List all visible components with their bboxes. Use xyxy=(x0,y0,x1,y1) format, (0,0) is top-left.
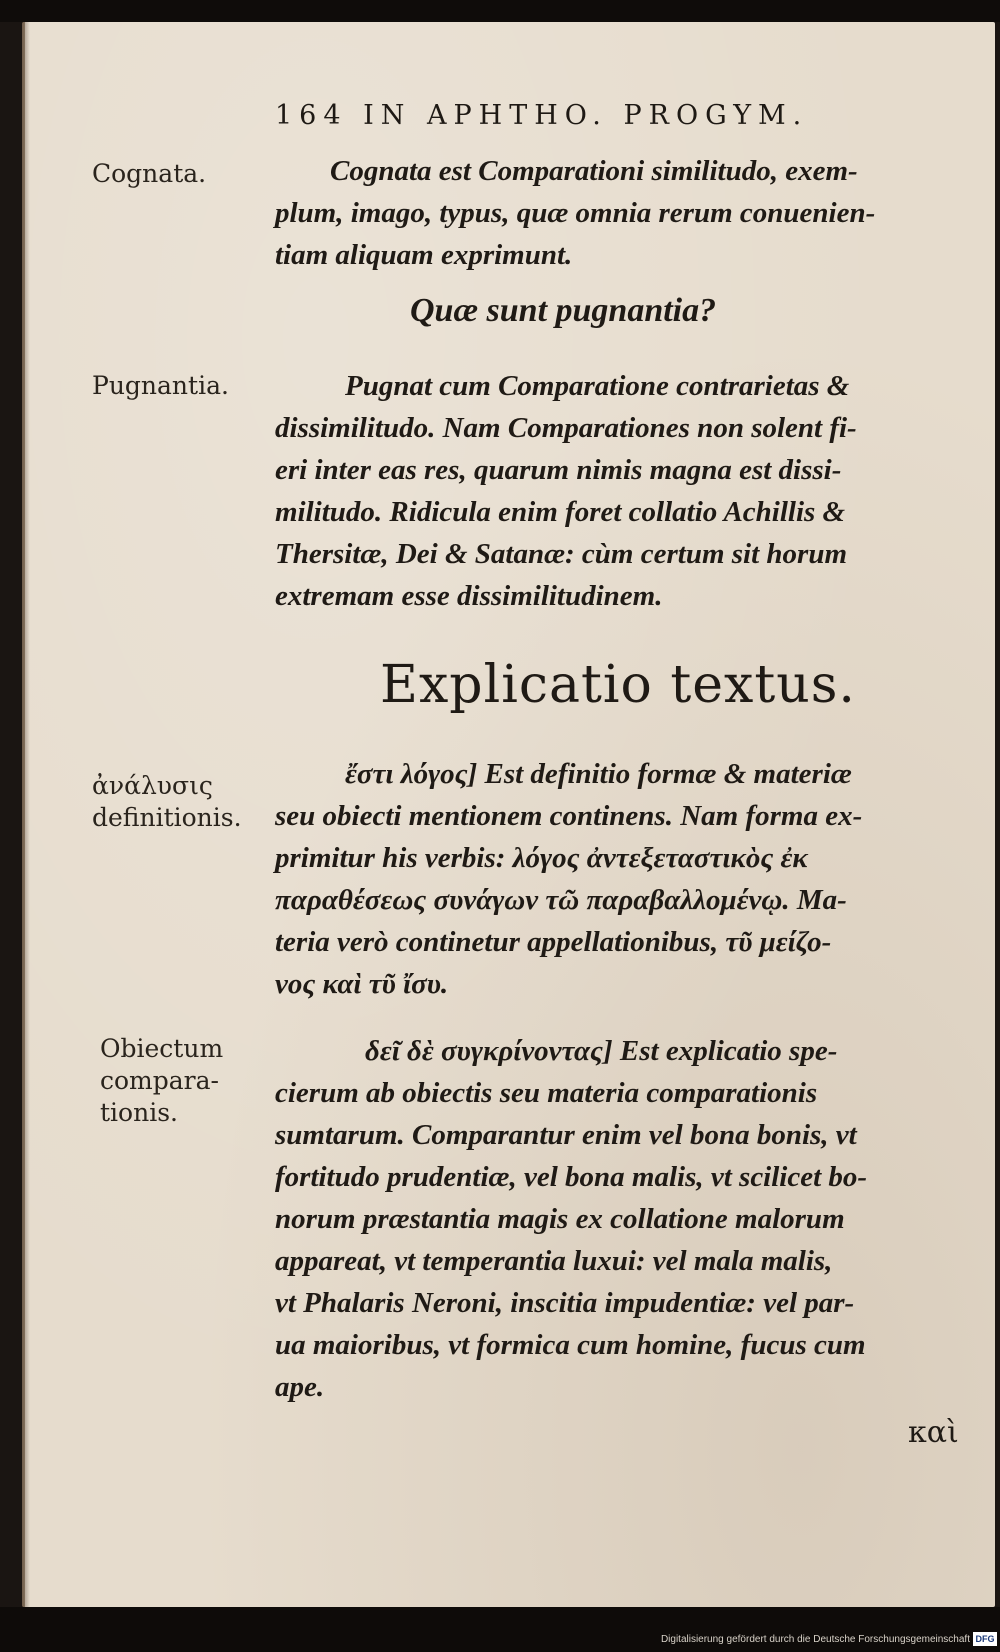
margin-note-analysis xyxy=(92,770,242,834)
text-line: plum, imago, typus, quæ omnia rerum conuenien- xyxy=(275,197,876,229)
text-line: sumtarum. Comparantur enim vel bona bonis, vt xyxy=(275,1119,857,1151)
margin-note-obiectum xyxy=(100,1033,223,1129)
margin-note-line: Pugnantia. xyxy=(92,371,229,400)
text-line: seu obiecti mentionem continens. Nam forma ex- xyxy=(275,800,863,832)
text-line: Cognata est Comparationi similitudo, exem- xyxy=(330,155,858,187)
margin-note-line: compara- xyxy=(100,1066,219,1095)
paragraph-pugnantia xyxy=(275,365,965,617)
text-line: ua maioribus, vt formica cum homine, fucus cum xyxy=(275,1329,866,1361)
footer-credit: Digitalisierung gefördert durch die Deutsche Forschungsgemeinschaft xyxy=(660,1634,970,1645)
text-line: Pugnat cum Comparatione contrarietas & xyxy=(345,370,850,402)
margin-note-line: ἀνάλυσις xyxy=(92,771,213,800)
text-line: eri inter eas res, quarum nimis magna est dissi- xyxy=(275,454,842,486)
section-heading: Explicatio textus. xyxy=(380,655,856,715)
margin-note-line: Cognata. xyxy=(92,159,207,188)
text-line: norum præstantia magis ex collatione malorum xyxy=(275,1203,845,1235)
margin-note-line: definitionis. xyxy=(92,803,242,832)
text-line: παραθέσεως συνάγων τῶ παραβαλλομένῳ. Ma- xyxy=(275,884,847,916)
text-line: tiam aliquam exprimunt. xyxy=(275,239,573,271)
running-head: 164 IN APHTHO. PROGYM. xyxy=(275,100,809,131)
margin-note-cognata xyxy=(92,158,206,190)
text-line: ape. xyxy=(275,1371,325,1403)
text-line: δεῖ δὲ συγκρίνοντας] Est explicatio spe- xyxy=(365,1035,838,1067)
paragraph-definitio xyxy=(275,753,965,1005)
dfg-logo-icon: DFG xyxy=(973,1632,997,1646)
text-line: Thersitæ, Dei & Satanæ: cùm certum sit horum xyxy=(275,538,848,570)
paragraph-cognata xyxy=(275,150,965,276)
text-line: primitur his verbis: λόγος ἀντεξεταστικὸς ἐκ xyxy=(275,842,808,874)
paragraph-obiectum xyxy=(275,1030,965,1408)
text-line: appareat, vt temperantia luxui: vel mala malis, xyxy=(275,1245,833,1277)
text-line: cierum ab obiectis seu materia comparationis xyxy=(275,1077,818,1109)
margin-note-line: Obiectum xyxy=(100,1034,224,1063)
margin-note-line: tionis. xyxy=(100,1098,178,1127)
catchword: καὶ xyxy=(908,1415,959,1450)
footer-bar xyxy=(0,1607,1000,1652)
text-line: vt Phalaris Neroni, inscitia impudentiæ: vel par- xyxy=(275,1287,855,1319)
text-line: dissimilitudo. Nam Comparationes non solent fi- xyxy=(275,412,857,444)
page-gutter-shadow xyxy=(22,22,30,1607)
text-line: νος καὶ τῦ ἴσυ. xyxy=(275,968,449,1000)
text-line: extremam esse dissimilitudinem. xyxy=(275,580,663,612)
text-line: ἔστι λόγος] Est definitio formæ & materiæ xyxy=(345,758,852,790)
text-line: teria verò continetur appellationibus, τῦ μείζο- xyxy=(275,926,832,958)
margin-note-pugnantia xyxy=(92,370,229,402)
text-line: fortitudo prudentiæ, vel bona malis, vt scilicet bo- xyxy=(275,1161,868,1193)
question-heading: Quæ sunt pugnantia? xyxy=(410,292,717,329)
scan-top-border xyxy=(0,0,1000,22)
text-line: militudo. Ridicula enim foret collatio Achillis & xyxy=(275,496,846,528)
